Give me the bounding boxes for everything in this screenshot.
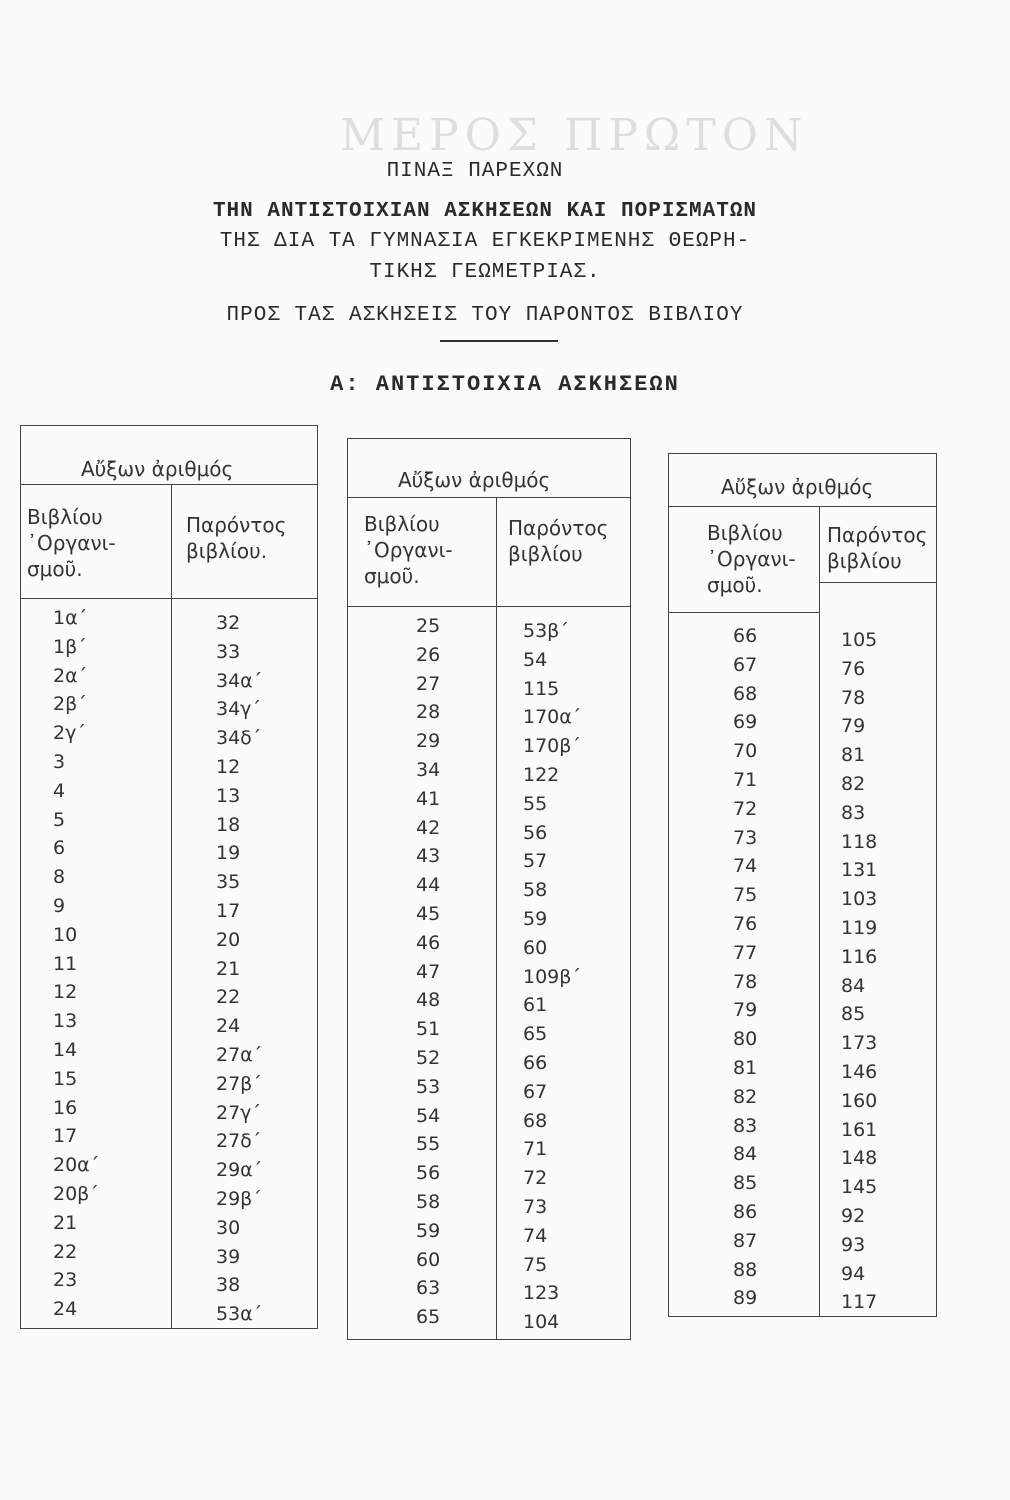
table-3-col2-cell: 82 [841,772,866,795]
table-3-col1-cell: 85 [733,1172,758,1195]
table-3-col1-cell: 77 [733,941,758,964]
table-1-col2-header: Παρόντος βιβλίου. [186,513,287,563]
table-2-col1-cell: 51 [416,1018,441,1041]
table-1-col1-cell: 11 [53,952,78,975]
table-1-col2-cell: 39 [216,1245,241,1268]
table-2-col1-cell: 58 [416,1190,441,1213]
table-2-col2-cell: 54 [523,648,548,671]
table-2-col2 [523,617,581,1337]
table-3-col2-cell: 146 [841,1060,878,1083]
table-1-col2-cell: 27β΄ [216,1072,262,1095]
table-1-col1-cell: 10 [53,923,78,946]
table-3-col1-header: Βιβλίου ᾿Οργανι- σμοῦ. [707,521,796,597]
table-2-col2-cell: 122 [523,763,560,786]
table-2-col2-cell: 72 [523,1167,548,1190]
table-2-col1-cell: 65 [416,1306,441,1329]
table-2-col1-header: Βιβλίου ᾿Οργανι- σμοῦ. [364,512,453,588]
table-1-col1-cell: 6 [53,837,66,860]
table-1-col1-cell: 22 [53,1240,78,1263]
table-1-col1-cell: 13 [53,1010,78,1033]
table-2-col2-cell: 57 [523,850,548,873]
table-3-col1-cell: 83 [733,1114,758,1137]
table-1-col1-cell: 12 [53,981,78,1004]
table-1-col2-cell: 38 [216,1274,241,1297]
table-2-col2-cell: 66 [523,1051,548,1074]
table-3-col2-cell: 160 [841,1089,878,1112]
table-2-col2-cell: 58 [523,879,548,902]
table-1-col1-cell: 14 [53,1038,78,1061]
table-1-col2-cell: 22 [216,986,241,1009]
table-1-body-rule [21,598,317,599]
table-3-col1-cell: 80 [733,1028,758,1051]
table-3-col2-cell: 173 [841,1032,878,1055]
table-3-col1-cell: 88 [733,1258,758,1281]
table-2-col1-cell: 45 [416,902,441,925]
table-3-col1-cell: 79 [733,999,758,1022]
table-3-col1-cell: 73 [733,826,758,849]
table-3-col1-cell: 87 [733,1229,758,1252]
correspondence-table-1 [20,425,318,1329]
table-3-col2-cell: 79 [841,715,866,738]
table-2-col1-cell: 42 [416,816,441,839]
table-2-col2-cell: 60 [523,936,548,959]
table-2-col1-cell: 53 [416,1075,441,1098]
table-2-col2-cell: 75 [523,1253,548,1276]
table-1-col1-cell: 2α΄ [53,664,88,687]
table-3-header-rule [669,506,936,507]
table-2-col1-cell: 25 [416,615,441,637]
table-3-col2-cell: 81 [841,744,866,767]
table-1-col2-cell: 34γ΄ [216,698,261,721]
table-3-col2-cell: 161 [841,1118,878,1141]
table-3-col2-cell: 76 [841,657,866,680]
table-3-col1-cell: 72 [733,797,758,820]
table-2-col1-cell: 55 [416,1133,441,1156]
table-3-col1-cell: 78 [733,970,758,993]
table-1-col1-cell: 1α΄ [53,607,88,629]
section-title: Α: ΑΝΤΙΣΤΟΙΧΙΑ ΑΣΚΗΣΕΩΝ [330,372,680,397]
table-3-col1-cell: 75 [733,884,758,907]
table-3-col1-cell: 84 [733,1143,758,1166]
table-2-col2-cell: 170α΄ [523,706,582,729]
table-2-col1-cell: 28 [416,701,441,724]
table-1-col1-cell: 2β΄ [53,693,87,716]
table-1-col2-cell: 24 [216,1015,241,1038]
table-1-col1-cell: 24 [53,1298,78,1321]
table-3-col1-cell: 76 [733,912,758,935]
table-1-col1-cell: 1β΄ [53,635,87,658]
table-1-col1 [53,604,99,1324]
table-1-col2-cell: 32 [216,612,241,634]
table-2-col2-cell: 59 [523,907,548,930]
table-1-col2-cell: 20 [216,928,241,951]
table-3-col2-cell: 93 [841,1233,866,1256]
table-1-col1-cell: 5 [53,808,66,831]
table-3-col2-cell: 118 [841,830,878,853]
table-2-col1-cell: 63 [416,1277,441,1300]
table-1-col1-cell: 20α΄ [53,1154,100,1177]
table-1-header-top: Αὔξων ἀριθμός [81,457,234,481]
table-3-header-top: Αὔξων ἀριθμός [721,475,874,499]
table-1-col2-cell: 33 [216,640,241,663]
table-1-col2-cell: 27α΄ [216,1043,263,1066]
table-3-col2-cell: 83 [841,801,866,824]
table-2-col1-cell: 60 [416,1248,441,1271]
table-3-col2-cell: 105 [841,629,878,651]
table-2-body-rule [348,606,630,607]
table-2-col1-cell: 27 [416,672,441,695]
table-3-col2-cell: 145 [841,1176,878,1199]
table-3-col1 [733,622,757,1313]
table-1-col1-cell: 17 [53,1125,78,1148]
table-1-col2-cell: 29α΄ [216,1159,263,1182]
table-3-col1-cell: 70 [733,740,758,763]
table-1-col1-cell: 4 [53,779,66,802]
table-3-col2-cell: 116 [841,945,878,968]
table-1-col2-cell: 18 [216,813,241,836]
table-1-col2-cell: 19 [216,842,241,865]
table-1-col1-cell: 16 [53,1096,78,1119]
table-3-col1-cell: 89 [733,1287,758,1310]
table-1-col1-cell: 15 [53,1067,78,1090]
table-1-col2-cell: 53α΄ [216,1303,263,1326]
table-2-col1-cell: 29 [416,730,441,753]
header-line-2: ΤΗΝ ΑΝΤΙΣΤΟΙΧΙΑΝ ΑΣΚΗΣΕΩΝ ΚΑΙ ΠΟΡΙΣΜΑΤΩΝ [212,200,758,223]
table-3-col2-cell: 94 [841,1262,866,1285]
table-2-col1-cell: 43 [416,845,441,868]
table-2-col2-cell: 104 [523,1311,560,1334]
table-1-col2-cell: 12 [216,755,241,778]
table-3-col1-cell: 68 [733,682,758,705]
table-1-col2-cell: 13 [216,784,241,807]
bleed-through-text: ΜΕΡΟΣ ΠΡΩΤΟΝ [340,110,809,161]
table-2-col1-cell: 56 [416,1162,441,1185]
table-3-col1-cell: 66 [733,625,758,647]
table-3-col2-header: Παρόντος βιβλίου [827,523,928,573]
table-3-col2-cell: 92 [841,1204,866,1227]
table-2-col2-cell: 56 [523,821,548,844]
table-3-col1-cell: 86 [733,1200,758,1223]
table-3-col1-cell: 69 [733,711,758,734]
table-2-col1-cell: 34 [416,758,441,781]
table-1-col2-cell: 17 [216,899,241,922]
table-2-col2-cell: 115 [523,677,560,700]
table-2-col1-cell: 48 [416,989,441,1012]
table-2-col2-cell: 61 [523,994,548,1017]
table-3-col2 [841,626,877,1317]
table-3-col2-cell: 131 [841,859,878,882]
table-1-col1-cell: 3 [53,750,66,773]
table-3-col2-cell: 117 [841,1291,878,1314]
header-line-5: ΠΡΟΣ ΤΑΣ ΑΣΚΗΣΕΙΣ ΤΟΥ ΠΑΡΟΝΤΟΣ ΒΙΒΛΙΟΥ [226,304,744,327]
table-1-col2-cell: 21 [216,957,241,980]
table-2-col2-cell: 65 [523,1023,548,1046]
table-3-body-rule-left [669,612,819,613]
table-1-col1-header: Βιβλίου ᾿Οργανι- σμοῦ. [27,505,116,581]
correspondence-table-2 [347,438,631,1340]
table-2-col2-cell: 109β΄ [523,965,581,988]
table-1-col2-cell: 27δ΄ [216,1130,262,1153]
table-1-col2-cell: 34δ΄ [216,727,262,750]
table-3-col2-cell: 84 [841,974,866,997]
table-2-col2-cell: 74 [523,1224,548,1247]
table-2-col2-cell: 68 [523,1109,548,1132]
table-1-col1-cell: 9 [53,894,66,917]
table-2-col2-cell: 53β΄ [523,620,569,642]
table-2-col2-cell: 67 [523,1080,548,1103]
table-2-col1-cell: 54 [416,1104,441,1127]
table-3-col1-cell: 67 [733,653,758,676]
table-3-col1-cell: 82 [733,1085,758,1108]
table-1-col2-cell: 29β΄ [216,1187,262,1210]
table-3-body-rule-right [819,582,936,583]
table-2-col1-cell: 46 [416,931,441,954]
table-1-col2-cell: 35 [216,871,241,894]
table-2-col1-cell: 44 [416,874,441,897]
table-3-col2-cell: 148 [841,1147,878,1170]
table-2-header-rule [348,497,630,498]
table-2-col2-cell: 55 [523,792,548,815]
table-2-col2-cell: 123 [523,1282,560,1305]
table-1-col1-cell: 20β΄ [53,1182,99,1205]
table-2-column-divider [496,497,497,1339]
table-2-col2-cell: 170β΄ [523,735,581,758]
table-2-col1-cell: 47 [416,960,441,983]
table-3-col2-cell: 85 [841,1003,866,1026]
table-3-col1-cell: 74 [733,855,758,878]
table-2-header-top: Αὔξων ἀριθμός [398,468,551,492]
header-line-4: ΤΙΚΗΣ ΓΕΩΜΕΤΡΙΑΣ. [369,261,601,284]
table-2-col1-cell: 26 [416,643,441,666]
table-2-col1-cell: 59 [416,1219,441,1242]
header-divider [440,340,558,342]
table-2-col2-cell: 73 [523,1195,548,1218]
header-line-1: ΠΙΝΑΞ ΠΑΡΕΧΩΝ [386,160,564,183]
table-1-col1-cell: 23 [53,1269,78,1292]
table-3-col1-cell: 81 [733,1056,758,1079]
table-2-col1 [416,612,440,1332]
table-1-col2-cell: 27γ΄ [216,1101,261,1124]
table-2-col2-cell: 71 [523,1138,548,1161]
table-1-header-rule [21,484,317,485]
table-2-col1-cell: 41 [416,787,441,810]
table-1-col2-cell: 30 [216,1216,241,1239]
table-1-col1-cell: 2γ΄ [53,722,86,745]
table-2-col2-header: Παρόντος βιβλίου [508,516,609,566]
table-1-column-divider [171,484,172,1328]
table-3-col1-cell: 71 [733,768,758,791]
table-1-col2-cell: 34α΄ [216,669,263,692]
table-3-column-divider [819,506,820,1316]
table-1-col1-cell: 8 [53,866,66,889]
table-2-col1-cell: 52 [416,1046,441,1069]
table-3-col2-cell: 119 [841,916,878,939]
table-3-col2-cell: 78 [841,686,866,709]
table-1-col2 [216,609,262,1329]
correspondence-table-3 [668,453,937,1317]
table-3-col2-cell: 103 [841,888,878,911]
table-1-col1-cell: 21 [53,1211,78,1234]
header-line-3: ΤΗΣ ΔΙΑ ΤΑ ΓΥΜΝΑΣΙΑ ΕΓΚΕΚΡΙΜΕΝΗΣ ΘΕΩΡΗ- [219,230,751,253]
